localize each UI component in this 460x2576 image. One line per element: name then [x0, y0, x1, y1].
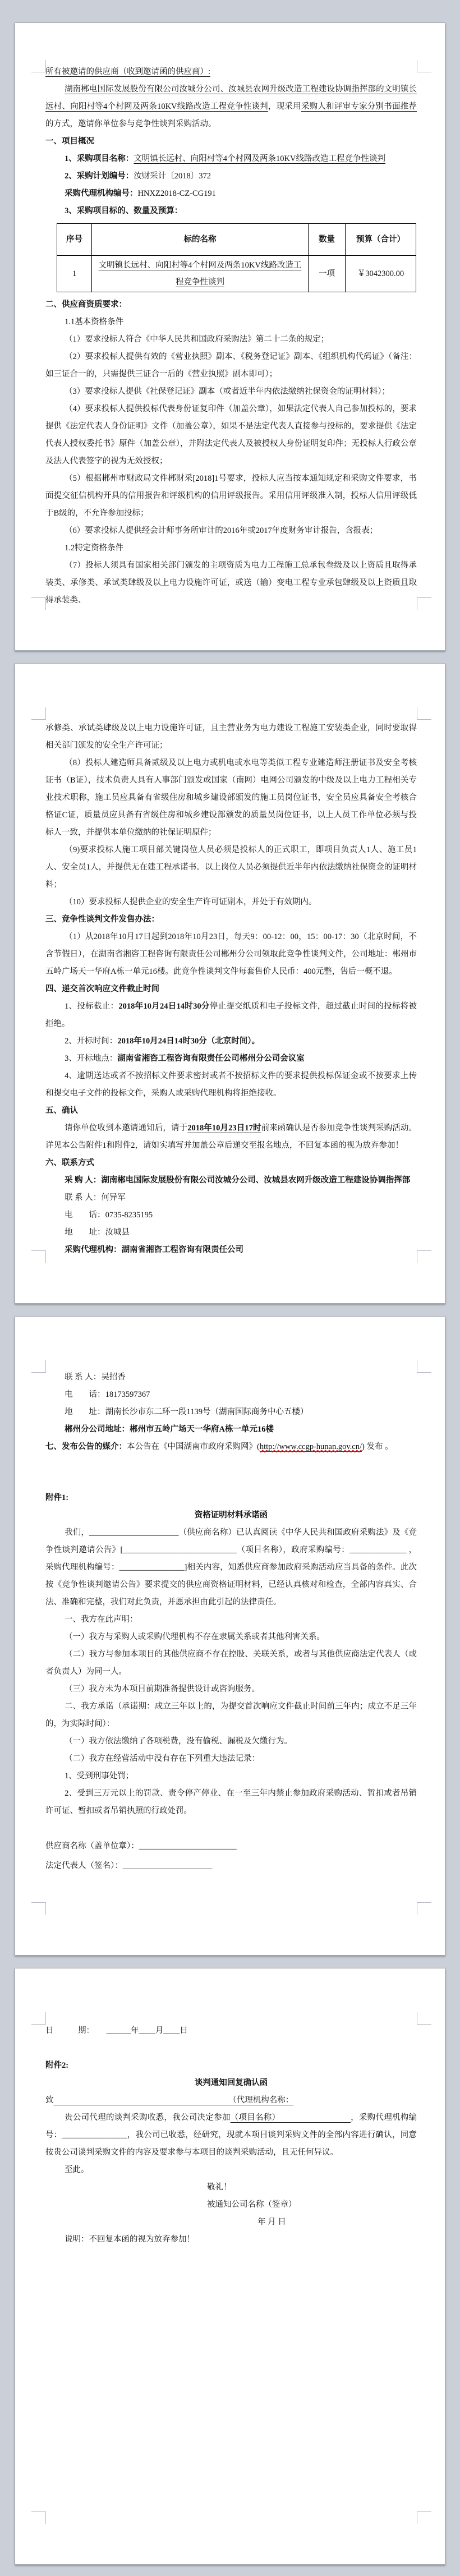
- supplier-signature-line: 供应商名称（盖单位章）：________________________: [45, 1842, 237, 1851]
- basic-qualification-subheading: 1.1基本资格条件: [65, 318, 124, 326]
- col-header-index: 序号: [57, 224, 92, 256]
- addressee-line: [45, 2092, 417, 2109]
- sale-method-paragraph: （1）从2018年10月17日起到2018年10月23日，每天9：00-12：00，15：00-17：30（北京时间，不含节假日），在湖南省湘咨工程咨询有限责任公司郴州分公司领取此竞争性谈判文件，公司地址：郴州市五岭广场天一华府A栋一单元16楼。此竞争性谈判文件每套售价人民币：400元整，售后一概不退。: [45, 932, 417, 976]
- cell-name-text: 文明镇长远村、向阳村等4个村网及两条10KV线路改造工程竞争性谈判: [98, 261, 302, 287]
- deadline-datetime: 2018年10月24日14时30分: [118, 1002, 210, 1011]
- section-2-heading: 二、供应商资质要求：: [45, 300, 127, 309]
- legal-representative-signature-line: 法定代表人（签名）：______________________: [45, 1861, 213, 1870]
- cell-name: [92, 256, 309, 292]
- margin-mark-icon: [31, 707, 46, 720]
- cell-qty: 一项: [309, 256, 346, 292]
- opening-time-value: 2018年10月24日14时30分（北京时间）。: [117, 1037, 260, 1046]
- buyer-label: 采 购 人：: [65, 1176, 102, 1185]
- page-3-content: [15, 1317, 445, 1876]
- declaration-1: （一）我方与采购人或采购代理机构不存在隶属关系或者其他利害关系。: [65, 1632, 325, 1641]
- requirement-7-part1: （7）投标人须具有国家相关部门颁发的主项资质为电力工程施工总承包叁级及以上资质且取得承装类、承修类、承试类肆级及以上电力设施许可证，或送（输）变电工程专业承包肆级及以上资质且取得承装类、: [45, 561, 417, 605]
- requirement-3: （3）要求投标人提供《社保登记证》副本（或者近半年内依法缴纳社保资金的证明材料）；: [65, 387, 390, 396]
- confirmation-paragraph: [45, 1120, 417, 1154]
- media-post: ) 发布 。: [361, 1442, 393, 1451]
- project-name-line: [45, 150, 417, 168]
- agency-phone-line: [45, 1386, 417, 1404]
- intro-method-underlined: 采购人和评审专家分别书面推荐: [301, 102, 417, 111]
- salutation-line: [45, 63, 417, 81]
- requirement-1: （1）要求投标人符合《中华人民共和国政府采购法》第二十二条的规定；: [65, 335, 329, 344]
- cell-budget: ￥3042300.00: [346, 256, 416, 292]
- requirement-9: （9)要求投标人施工项目部关键岗位人员必须是投标人的正式职工，即项目负责人1人、施工员1人、安全员1人，并提供无在建工程承诺书。以上岗位人员必须提供近半年内依法缴纳社保资金的证明材料；: [45, 845, 417, 889]
- table-header-row: [57, 224, 416, 256]
- col-header-budget: 预算（合计）: [346, 224, 416, 256]
- reply-body-paragraph: [45, 2109, 417, 2161]
- margin-mark-icon: [417, 2012, 431, 2025]
- intro-paragraph: [45, 81, 417, 133]
- agency-number-line: [45, 185, 417, 203]
- intro-plain-2: 的方式，邀请你单位参与竞争性谈判采购活动。: [45, 119, 217, 128]
- buyer-address-line: [45, 1224, 417, 1241]
- reply-agency-blank: ________________: [62, 2131, 127, 2140]
- margin-mark-icon: [31, 2511, 46, 2524]
- section-7-heading: 七、发布公告的媒介：: [45, 1442, 127, 1451]
- agency-line: [45, 1241, 417, 1259]
- page-1-content: [15, 23, 445, 609]
- reply-project-blank: （项目名称）: [230, 2113, 351, 2122]
- agency-address-value: 湖南长沙市东二环一段1139号（湖南国际商务中心五楼）: [105, 1407, 309, 1416]
- declaration-2: （二）我方与参加本项目的其他供应商不存在控股、关联关系，或者与其他供应商法定代表人（或者负责人）为同一人。: [45, 1650, 417, 1676]
- document-page-4: [15, 1968, 445, 2565]
- salutation-text: 所有被邀请的供应商（收到邀请函的供应商）:: [45, 67, 211, 76]
- media-pre: 本公告在《中国湖南市政府采购网》(: [127, 1442, 260, 1451]
- margin-mark-icon: [417, 1250, 431, 1263]
- agency-contact-value: 吴招香: [101, 1373, 126, 1382]
- deadline-line: [45, 998, 417, 1033]
- margin-mark-icon: [31, 1360, 46, 1373]
- buyer-address-label: 地 址：: [65, 1228, 105, 1237]
- page-2-content: [15, 664, 445, 1259]
- requirement-2: （2）要求投标人提供有效的《营业执照》副本、《税务登记证》副本、《组织机构代码证》（备注：如三证合一的，只需提供三证合一后的《营业执照》副本即可）；: [45, 352, 417, 379]
- buyer-contact-label: 联 系 人：: [65, 1193, 102, 1202]
- margin-mark-icon: [417, 1902, 431, 1915]
- requirement-8: （8）投标人建造师具备贰级及以上电力或机电或水电等类似工程专业建造师注册证书及安全考核证书（B证），技术负责人具有人事部门颁发或国家（南网）电网公司颁发的中级及以上电力工程相关专业技术职称，施工员应具备有省级住房和城乡建设部颁发的施工员岗位证书，安全员应具备安全考核合格证C证，质量员应具备有省级住房和城乡建设部颁发的质量员岗位证书，以上人员工作单位必须与投标人一致，并提供本单位缴纳的社保证明原件；: [45, 758, 417, 837]
- buyer-phone-line: [45, 1207, 417, 1224]
- section-4-heading: 四、递交首次响应文件截止时间: [45, 985, 159, 993]
- section-1-heading: 一、项目概况: [45, 137, 94, 146]
- reply-seg-3: ，采购代理机构编号：: [45, 2113, 417, 2140]
- branch-address-line: 郴州分公司地址：郴州市五岭广场天一华府A栋一单元16楼: [65, 1425, 274, 1434]
- requirement-6: （6）要求投标人提供经会计师事务所审计的2016年或2017年度财务审计报告，含报表；: [65, 526, 378, 535]
- violation-1: 1、受到刑事处罚；: [65, 1772, 134, 1781]
- buyer-phone-value: 0735-8235195: [105, 1211, 153, 1220]
- col-header-name: 标的名称: [92, 224, 309, 256]
- reply-seg-5: ，我公司已收悉，经研究，现就本项目谈判采购文件的全部内容进行确认，同意按贵公司谈判采购文件的内容及要求参与本项目的谈判采购活动，且无任何异议。: [45, 2131, 417, 2157]
- opening-time-label: 2、开标时间：: [65, 1037, 118, 1046]
- document-page-1: [15, 22, 445, 651]
- buyer-contact-line: [45, 1189, 417, 1207]
- promise-2: （二）我方在经营活动中没有存在下列重大违法记录：: [65, 1754, 260, 1763]
- requirement-7-part2: 承修类、承试类肆级及以上电力设施许可证，且主营业务为电力建设工程施工安装类企业，同时要取得相关部门颁发的安全生产许可证；: [45, 724, 417, 750]
- note-line: 说明：不回复本函的视为放弃参加！: [65, 2235, 195, 2244]
- annex-1-label: 附件1:: [45, 1493, 69, 1502]
- buyer-phone-label: 电 话：: [65, 1211, 105, 1220]
- plan-number-value: 汝财采计〔2018〕372: [134, 172, 211, 181]
- project-name-value: 文明镇长远村、向阳村等4个村网及两条10KV线路改造工程竞争性谈判: [134, 154, 386, 163]
- confirmation-post: 前来函确认是否参加竞争性谈判采购活动。详见本公告附件1和附件2，请如实填写并加盖公章后递交至报名地点，不回复本函的视为放弃参加！: [45, 1124, 417, 1150]
- salute-line: 敬礼！: [207, 2183, 232, 2192]
- signature-date-line: 年 月 日: [257, 2218, 286, 2227]
- opening-place-label: 3、开标地点：: [65, 1054, 118, 1063]
- document-page-3: [15, 1316, 445, 1956]
- reply-seg-1: 贵公司代理的谈判采购收悉，我公司决定参加: [65, 2113, 231, 2122]
- intro-project-underlined: 湖南郴电国际发展股份有限公司汝城分公司、汝城县农网升级改造工程建设协调指挥部的文明镇长远村、向阳村等4个村网及两条10KV线路改造工程竞争性谈判: [45, 85, 417, 111]
- agency-address-label: 地 址：: [65, 1407, 105, 1416]
- agency-number-label: 采购代理机构编号：: [65, 189, 138, 198]
- promise-1: （一）我方依法缴纳了各项税费，没有偷税、漏税及欠缴行为。: [65, 1737, 293, 1746]
- margin-mark-icon: [31, 2012, 46, 2025]
- promise-heading: 二、我方承诺（承诺期：成立三年以上的，为提交首次响应文件截止时间前三年内；成立不足三年的，为实际时间）：: [45, 1702, 417, 1728]
- closing-line: 至此。: [65, 2165, 89, 2174]
- margin-mark-icon: [417, 60, 431, 72]
- margin-mark-icon: [417, 2511, 431, 2524]
- agency-phone-label: 电 话：: [65, 1390, 105, 1399]
- agency-phone-value: 18173597367: [105, 1390, 150, 1399]
- opening-place-line: [45, 1050, 417, 1068]
- annex-1-commitment-paragraph: 我们，______________________（供应商名称）已认真阅读《中华人民共和国政府采购法》及《竞争性谈判邀请公告》[____________________________（项目名称），政府采购编号：______________ ，采购代理机构编号：________________]相关内容，知悉供应商参加政府采购活动应当具备的条件。此次按《竞争性谈判邀请公告》要求提交的供应商资格证明材料，已经认真核对和检查，全部内容真实、合法、准确和完整，我们对此负责，并愿承担由此引起的法律责任。: [45, 1528, 417, 1607]
- agency-contact-label: 联 系 人：: [65, 1373, 102, 1382]
- date-fill-line: 日 期： ______年____月____日: [45, 2026, 188, 2035]
- buyer-value: 湖南郴电国际发展股份有限公司汝城分公司、汝城县农网升级改造工程建设协调指挥部: [101, 1176, 411, 1185]
- col-header-qty: 数量: [309, 224, 346, 256]
- margin-mark-icon: [31, 1250, 46, 1263]
- agency-address-line: [45, 1404, 417, 1421]
- section-5-heading: 五、确认: [45, 1106, 78, 1115]
- procurement-table: [57, 223, 416, 292]
- project-name-label: 1、采购项目名称：: [65, 154, 134, 163]
- buyer-address-value: 汝城县: [105, 1228, 130, 1237]
- opening-time-line: [45, 1033, 417, 1050]
- margin-mark-icon: [417, 597, 431, 610]
- confirmation-pre: 请你单位收到本邀请通知后，请于: [65, 1124, 188, 1133]
- annex-2-label: 附件2:: [45, 2061, 69, 2070]
- section-3-heading: 三、竞争性谈判文件发售办法：: [45, 915, 159, 924]
- opening-place-value: 湖南省湘咨工程咨询有限责任公司郴州分公司会议室: [117, 1054, 305, 1063]
- late-delivery-clause: 4、逾期送达或者不按招标文件要求密封或者不按招标文件的要求提供投标保证金或不按要求上传和提交电子文件的投标文件，采购人或采购代理机构将拒绝接收。: [45, 1071, 417, 1098]
- buyer-contact-value: 何异军: [101, 1193, 126, 1202]
- procurement-website-link[interactable]: http://www.ccgp-hunan.gov.cn/: [259, 1442, 362, 1451]
- table-row: [57, 256, 416, 292]
- margin-mark-icon: [31, 60, 46, 72]
- notified-company-signature: 被通知公司名称（签章）: [207, 2200, 297, 2209]
- annex-1-title: 资格证明材料承诺函: [194, 1511, 268, 1520]
- agency-contact-line: [45, 1369, 417, 1386]
- addressee-blank: （代理机构名称：: [53, 2096, 294, 2105]
- special-qualification-subheading: 1.2特定资格条件: [65, 544, 124, 553]
- margin-mark-icon: [417, 707, 431, 720]
- addressee-prefix: 致: [45, 2096, 54, 2105]
- deadline-rest: 停止提交纸质和电子投标文件，超过截止时间的投标将被拒绝。: [45, 1002, 417, 1028]
- declaration-heading: 一、我方在此声明：: [65, 1615, 138, 1624]
- declaration-3: （三）我方未为本项目前期准备提供设计或咨询服务。: [65, 1685, 260, 1694]
- intro-plain-1: ，现采用: [268, 102, 301, 111]
- media-line: [45, 1438, 417, 1456]
- page-4-content: [15, 1968, 445, 2248]
- agency-label: 采购代理机构：: [65, 1245, 122, 1254]
- requirement-4: （4）要求投标人提供投标代表身份证复印件（加盖公章），如果法定代表人自己参加投标的，要求提供《法定代表人身份证明》文件（加盖公章），如果不是法定代表人直接参与投标的，要求提供《法定代表人授权委托书》原件（加盖公章），并附法定代表人及被授权人身份证明复印件；无投标人行政公章及法人代表签字的视为无效授权；: [45, 404, 417, 466]
- margin-mark-icon: [31, 1902, 46, 1915]
- buyer-line: [45, 1172, 417, 1189]
- deadline-label: 1、投标截止：: [65, 1002, 119, 1011]
- document-page-2: [15, 663, 445, 1304]
- budget-heading: 3、采购项目标的、数量及预算：: [65, 206, 183, 215]
- agency-number-value: HNXZ2018-CZ-CG191: [137, 189, 216, 198]
- section-6-heading: 六、联系方式: [45, 1158, 94, 1167]
- agency-value: 湖南省湘咨工程咨询有限责任公司: [121, 1245, 244, 1254]
- requirement-5: （5）根据郴州市财政局文件郴财采[2018]1号要求，投标人应当按本通知规定和采购文件要求，书面提交征信机构开具的信用报告和评级机构的信用评级报告。采用信用评级准入制，投标人信用评级低于B级的，不允许参加投标；: [45, 474, 417, 518]
- cell-index: 1: [57, 256, 92, 292]
- plan-number-label: 2、采购计划编号：: [65, 172, 134, 181]
- confirmation-deadline: 2018年10月23日17时: [187, 1124, 261, 1133]
- annex-2-title: 谈判通知回复确认函: [194, 2078, 268, 2087]
- violation-2: 2、受到三万元以上的罚款、责令停产停业、在一至三年内禁止参加政府采购活动、暂扣或者吊销许可证、暂扣或者吊销执照的行政处罚。: [45, 1789, 417, 1815]
- requirement-10: （10）要求投标人提供企业的安全生产许可证副本，并处于有效期内。: [65, 898, 317, 907]
- margin-mark-icon: [31, 597, 46, 610]
- plan-number-line: [45, 168, 417, 185]
- margin-mark-icon: [417, 1360, 431, 1373]
